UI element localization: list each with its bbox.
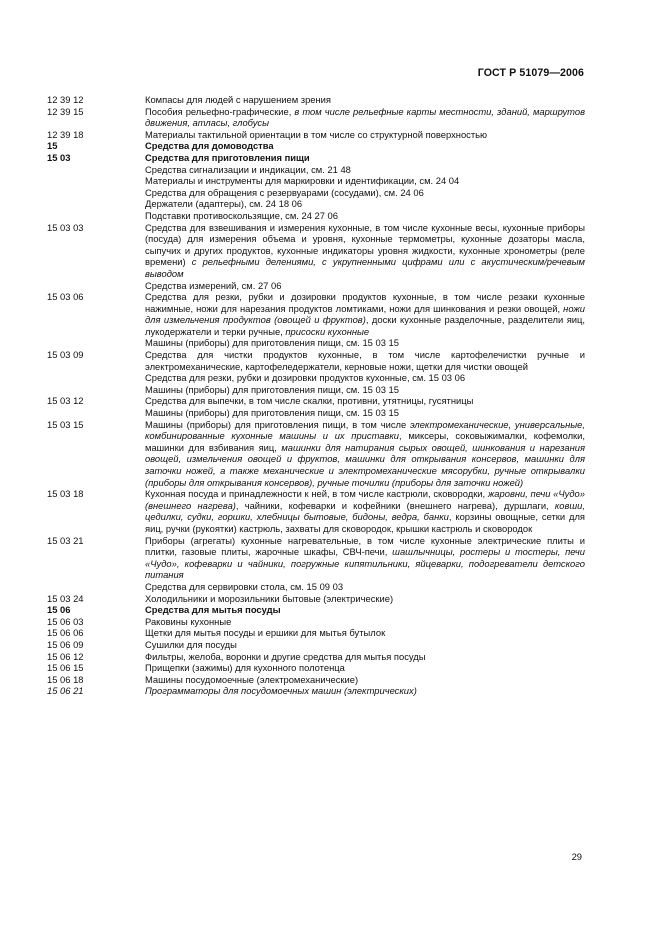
text: Машины (приборы) для приготовления пищи, см. 15 03 15 [145,407,399,419]
entry-code: 12 39 12 [47,94,84,105]
page-number: 29 [571,851,582,862]
text: Компасы для людей с нарушением зрения [145,94,331,105]
entry-paragraph [145,616,585,628]
entry-code: 15 03 12 [47,395,84,407]
entry-paragraph [145,152,585,164]
text: Держатели (адаптеры), см. 24 18 06 [145,198,303,210]
text: Материалы тактильной ориентации в том числе со структурной поверхностью [145,128,488,140]
entry-paragraph [145,349,585,372]
entry-description [145,651,585,663]
entry-description [145,616,585,628]
entry-paragraph [145,662,585,674]
entry-code: 15 06 15 [47,662,84,674]
entry-code: 15 03 03 [47,221,84,233]
entry-description [145,94,585,106]
entry-code: 15 06 12 [47,650,84,662]
italic-text: Программаторы для посудомоечных машин (электрических) [145,685,417,697]
text: Холодильники и морозильники бытовые (электрические) [145,592,394,604]
classification-entry [47,349,585,395]
entry-paragraph [145,210,585,222]
entry-description [145,639,585,651]
classification-entry [47,674,585,686]
entry-description [145,395,585,418]
italic-text: ножи для измельчения продуктов (овощей и фруктов) [145,302,585,326]
classification-entry [47,94,585,106]
classification-entry [47,129,585,141]
text: Средства для домоводства [145,140,274,152]
text: Машины (приборы) для приготовления пищи, см. 15 03 15 [145,337,399,349]
entry-description [145,164,585,222]
classification-entry [47,291,585,349]
entry-description [145,419,585,489]
classification-entry [47,616,585,628]
classification-entry [47,222,585,292]
entry-code: 15 03 18 [47,488,84,500]
classification-entry [47,152,585,164]
text: Средства для резки, рубки и дозировки продуктов кухонные, в том числе резаки кухонные нажимные, ножи для нарезания продуктов ломтиками, ножи для шинкования и резки овощей, [145,291,585,314]
text: Машины посудомоечные (электромеханические) [145,673,359,685]
entry-description [145,535,585,593]
entry-code: 15 06 21 [47,685,84,697]
entry-paragraph [145,488,585,534]
entry-code: 15 03 15 [47,418,84,430]
classification-entry [47,604,585,616]
entry-description [145,593,585,605]
entry-description [145,488,585,534]
entry-description [145,662,585,674]
italic-text: ковши, цедилки, судки, горшки, хлебницы бытовые, бидоны, ведра, банки [145,499,585,523]
italic-text: машинки для натирания сырых овощей, шинкования и нарезания овощей, измельчения овощей и фруктов, машинки для открывания консервов, машинки для заточки ножей, а также механические и электромеханические мясорубки, ручные открывалки (приборы для открывания консервов), ручные точилки (приборы для заточки ножей) [145,441,585,488]
entry-paragraph [145,372,585,384]
entry-description [145,140,585,152]
text: Щетки для мытья посуды и ершики для мытья бутылок [145,627,386,639]
text: Средства для взвешивания и измерения кухонные, в том числе кухонные весы, кухонные приборы (посуда) для измерения объема и уровня, кухонные термометры, кухонные дозаторы масла, сыпучих и других продуктов, кухонные индикаторы уровня жидкости, кухонные хронометры (реле времени) [145,221,585,268]
classification-entry [47,488,585,534]
entry-paragraph [145,627,585,639]
classification-entry [47,164,585,222]
text: , миксеры, соковыжималки, кофемолки, машинки для взбивания яиц, [145,430,585,453]
entry-paragraph [145,337,585,349]
entry-paragraph [145,129,585,141]
text: Сушилки для посуды [145,638,237,650]
entry-description [145,685,585,697]
entry-code: 12 39 15 [47,105,84,117]
classification-entry [47,651,585,663]
italic-text: шашлычницы, ростеры и тостеры, печи «Чудо», кофеварки и чайники, погружные кипятильники, яйцеварки, подогреватели детского питания [145,546,585,581]
entry-paragraph [145,187,585,199]
entry-paragraph [145,384,585,396]
entry-paragraph [145,419,585,489]
italic-text: жаровни, печи «Чудо» (внешнего нагрева) [145,488,585,511]
entry-paragraph [145,106,585,129]
text: Материалы и инструменты для маркировки и идентификации, см. 24 04 [145,175,460,187]
entry-paragraph [145,198,585,210]
classification-entry [47,639,585,651]
text: Средства для сервировки стола, см. 15 09 03 [145,580,344,592]
entry-description [145,627,585,639]
entry-paragraph [145,604,585,616]
classification-entry [47,685,585,697]
text: Подставки противоскользящие, см. 24 27 06 [145,209,338,221]
classification-entry [47,106,585,129]
document-header [478,67,584,79]
entry-paragraph [145,685,585,697]
entry-description [145,222,585,292]
italic-text: в том числе рельефные карты местности, зданий, маршрутов движения, атласы, глобусы [145,105,585,129]
text: , чайники, кофеварки и кофейники (внешнего нагрева), дуршлаги, [235,499,555,511]
entry-paragraph [145,94,585,106]
entry-code: 15 06 06 [47,627,84,639]
classification-entry [47,627,585,639]
entry-code: 15 03 09 [47,349,84,361]
entry-paragraph [145,639,585,651]
text: Машины (приборы) для приготовления пищи, см. 15 03 15 [145,383,399,395]
entry-code: 15 06 09 [47,638,84,650]
entry-description [145,349,585,395]
text: Средства для резки, рубки и дозировки продуктов кухонные, см. 15 03 06 [145,372,466,384]
classification-entry [47,662,585,674]
entry-paragraph [145,395,585,407]
text: Кухонная посуда и принадлежности к ней, в том числе кастрюли, сковородки, [145,488,488,500]
entry-paragraph [145,651,585,663]
italic-text: присоски кухонные [285,325,370,337]
text: Приборы (агрегаты) кухонные нагревательные, в том числе кухонные электрические плиты и плитки, газовые плиты, жарочные шкафы, СВЧ-печи, [145,534,585,558]
entry-description [145,129,585,141]
text: Машины (приборы) для приготовления пищи, в том числе [145,418,411,430]
entry-description [145,291,585,349]
text: Средства для обращения с резервуарами (сосудами), см. 24 06 [145,186,424,198]
entry-code [47,164,145,222]
entry-code: 15 03 21 [47,534,84,546]
text: Раковины кухонные [145,615,232,627]
entry-code: 15 03 06 [47,291,84,303]
entry-code: 15 03 [47,151,71,163]
text: Средства для мытья посуды [145,604,281,616]
entry-description [145,106,585,129]
entry-code: 15 [47,140,58,152]
entry-paragraph [145,291,585,337]
italic-text: электромеханические, универсальные, комбинированные кухонные машины и их приставки [145,418,585,442]
standard-title: ГОСТ Р 51079—2006 [477,67,584,79]
entry-code: 15 03 24 [47,592,84,604]
entry-description [145,604,585,616]
classification-entry [47,535,585,593]
entry-paragraph [145,535,585,581]
entry-paragraph [145,581,585,593]
text: , доски кухонные разделочные, разделители яиц, лукодержатели и терки ручные, [145,314,585,337]
text: Средства сигнализации и индикации, см. 21 48 [145,163,351,175]
entry-code: 12 39 18 [47,128,84,140]
text: Средства измерений, см. 27 06 [145,279,282,291]
text: Пособия рельефно-графические, [145,105,295,117]
entry-paragraph [145,593,585,605]
entry-code: 15 06 18 [47,673,84,685]
entry-paragraph [145,222,585,280]
entry-code: 15 06 03 [47,615,84,627]
text: Средства для выпечки, в том числе скалки, противни, утятницы, гусятницы [145,395,474,407]
entry-description [145,674,585,686]
classification-entry [47,593,585,605]
classification-entry [47,395,585,418]
classification-entry [47,419,585,489]
text: Прищепки (зажимы) для кухонного полотенца [145,662,345,674]
entry-description [145,152,585,164]
classification-list [47,94,585,697]
entry-paragraph [145,164,585,176]
entry-paragraph [145,280,585,292]
entry-paragraph [145,140,585,152]
classification-entry [47,140,585,152]
text: , корзины овощные, сетки для яиц, ручки (рукоятки) кастрюль, захваты для сковородок, крышки кастрюль и сковородок [145,511,585,534]
entry-code: 15 06 [47,604,71,616]
text: Средства для чистки продуктов кухонные, в том числе картофелечистки ручные и электромеханические, картофеледержатели, керновые ножи, щетки для чистки овощей [145,349,585,372]
italic-text: с рельефными делениями, с укрупненными цифрами или с акустическим/речевым выводом [145,256,585,279]
text: Фильтры, желоба, воронки и другие средства для мытья посуды [145,650,426,662]
text: Средства для приготовления пищи [145,151,310,163]
entry-paragraph [145,407,585,419]
entry-paragraph [145,175,585,187]
entry-paragraph [145,674,585,686]
